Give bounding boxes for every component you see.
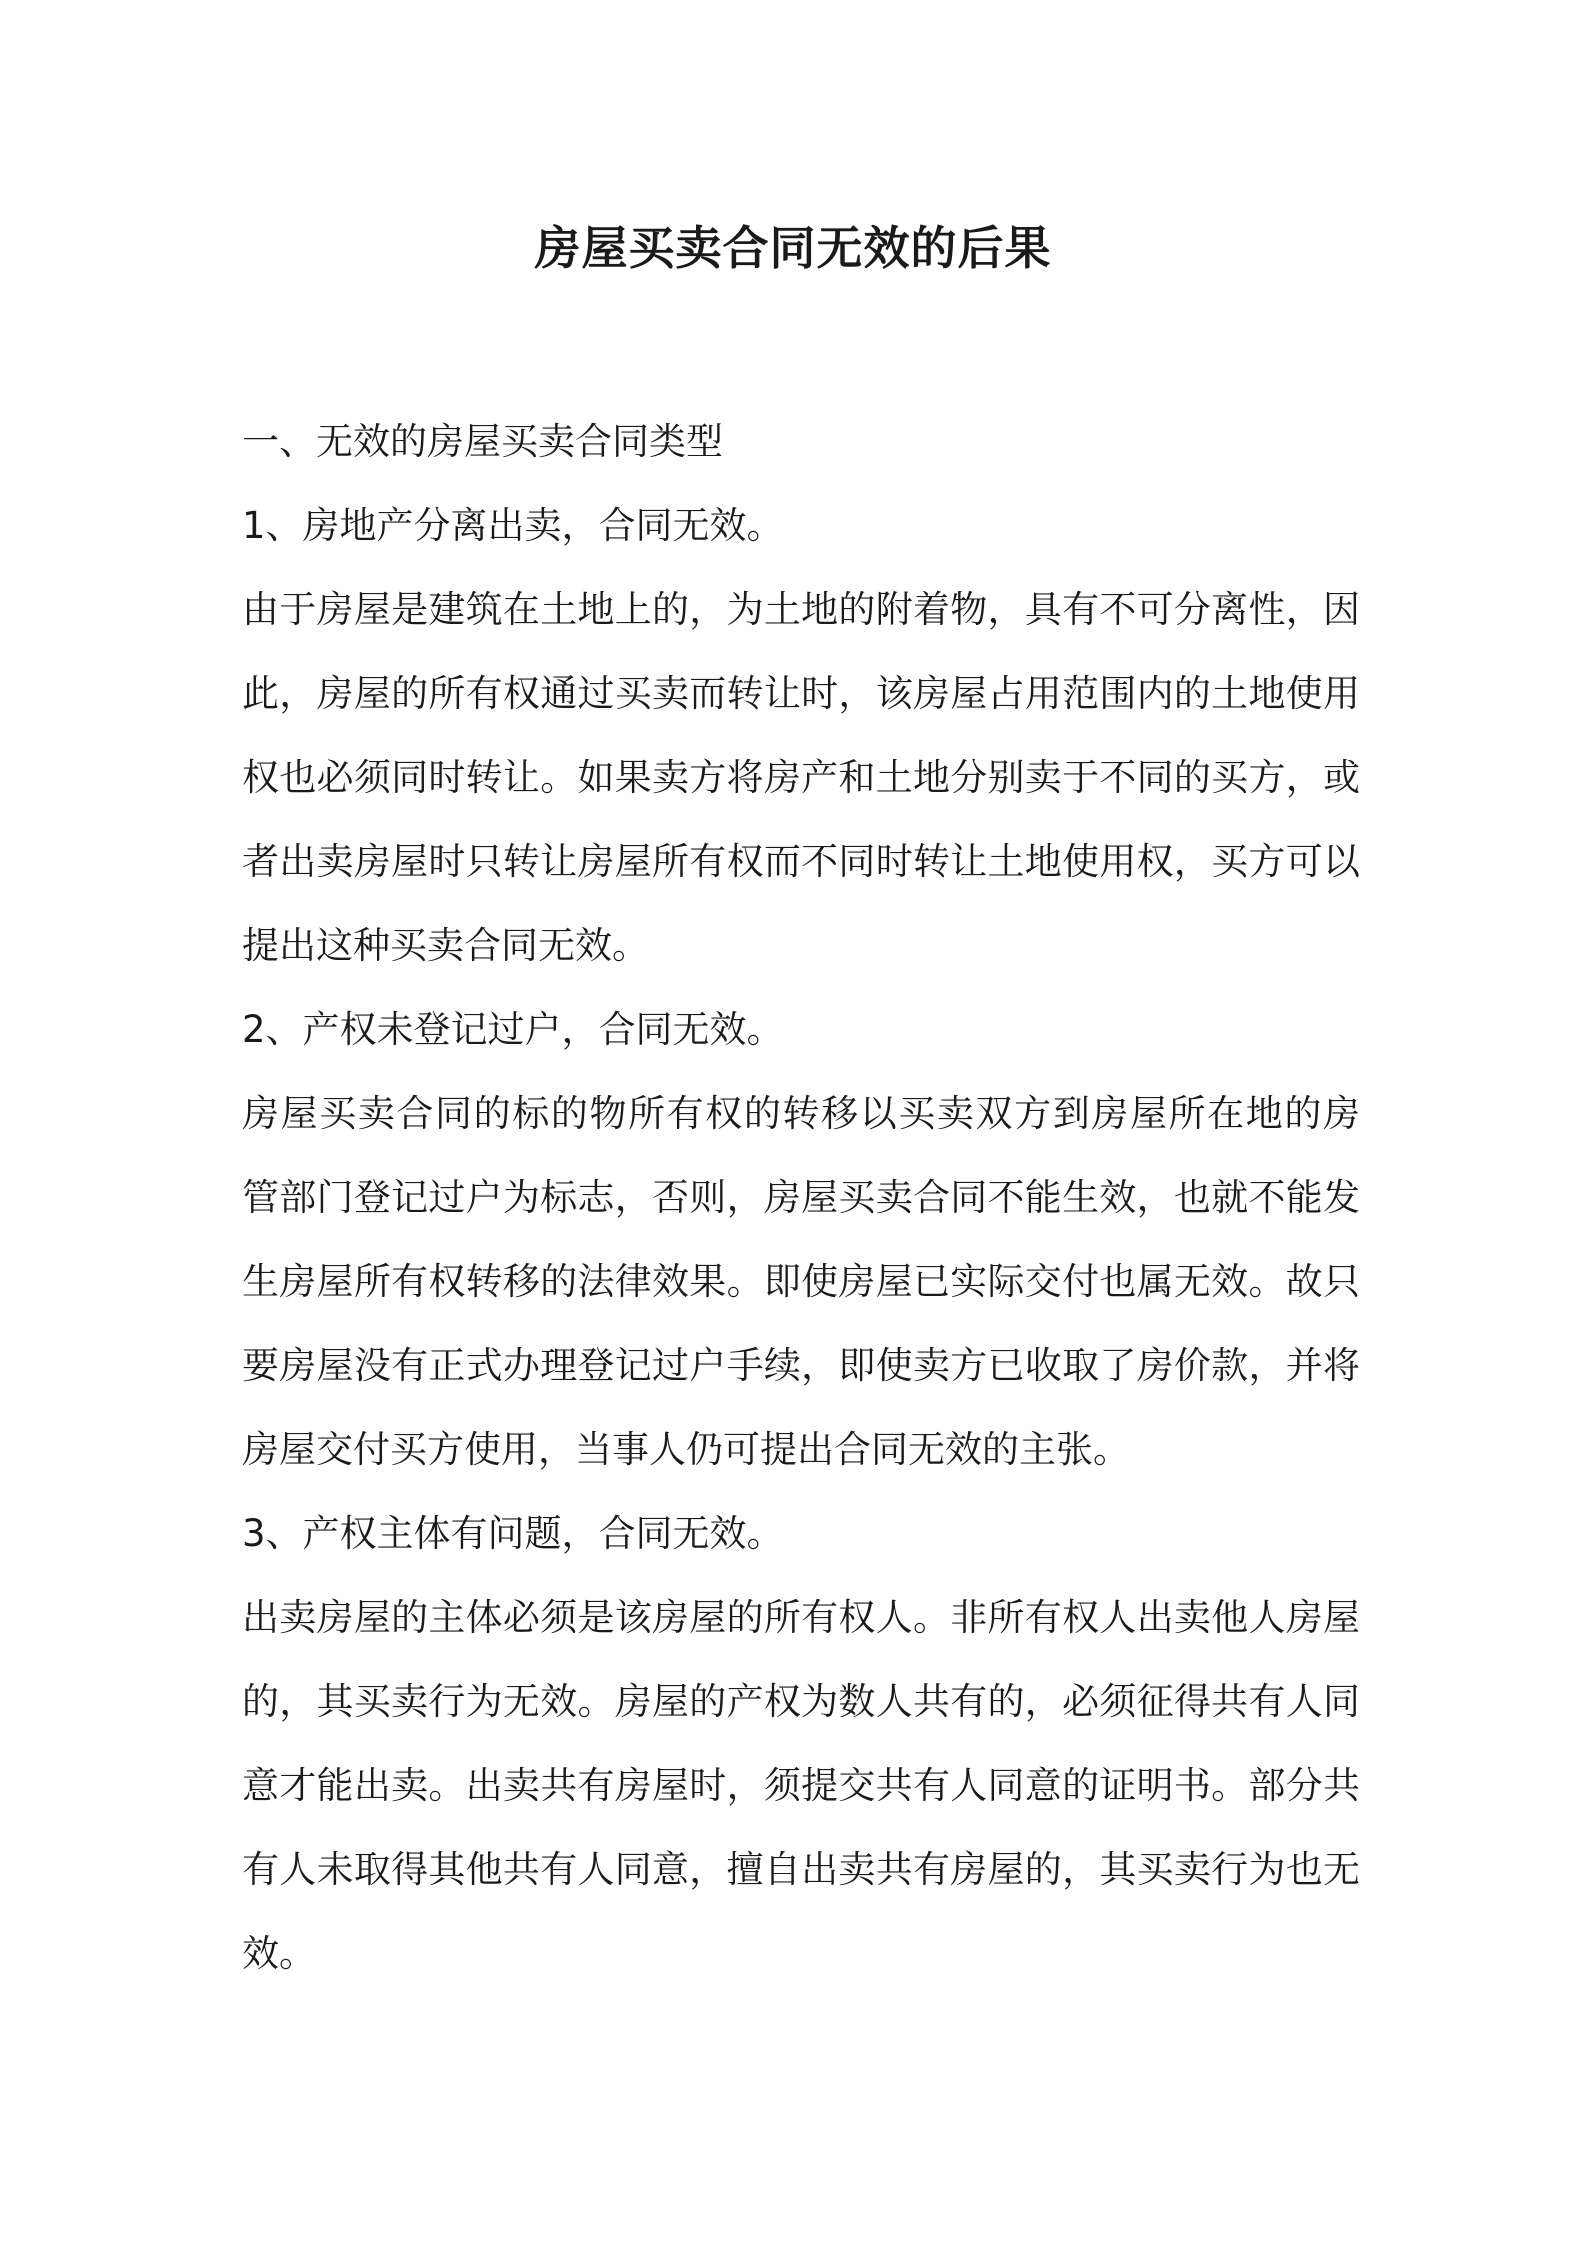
paragraph-line: 由于房屋是建筑在土地上的，为土地的附着物，具有不可分离性，因	[242, 588, 1360, 631]
paragraph-line: 此，房屋的所有权通过买卖而转让时，该房屋占用范围内的土地使用	[242, 672, 1360, 715]
section-heading: 一、无效的房屋买卖合同类型	[242, 420, 723, 463]
item-heading-3: 3、产权主体有问题，合同无效。	[242, 1512, 784, 1555]
paragraph-line: 者出卖房屋时只转让房屋所有权而不同时转让土地使用权，买方可以	[242, 840, 1360, 883]
paragraph-line: 要房屋没有正式办理登记过户手续，即使卖方已收取了房价款，并将	[242, 1344, 1360, 1387]
paragraph-line: 的，其买卖行为无效。房屋的产权为数人共有的，必须征得共有人同	[242, 1680, 1360, 1723]
paragraph-line: 意才能出卖。出卖共有房屋时，须提交共有人同意的证明书。部分共	[242, 1764, 1360, 1807]
document-title: 房屋买卖合同无效的后果	[534, 221, 1052, 275]
paragraph-line: 效。	[242, 1932, 316, 1975]
paragraph-line: 权也必须同时转让。如果卖方将房产和土地分别卖于不同的买方，或	[242, 756, 1360, 799]
document-body	[242, 400, 1360, 1996]
paragraph-line: 房屋买卖合同的标的物所有权的转移以买卖双方到房屋所在地的房	[242, 1092, 1360, 1135]
item-heading-2: 2、产权未登记过户，合同无效。	[242, 1008, 784, 1051]
paragraph-line: 有人未取得其他共有人同意，擅自出卖共有房屋的，其买卖行为也无	[242, 1848, 1360, 1891]
paragraph-line: 房屋交付买方使用，当事人仍可提出合同无效的主张。	[242, 1428, 1130, 1471]
paragraph-line: 提出这种买卖合同无效。	[242, 924, 649, 967]
paragraph-line: 管部门登记过户为标志，否则，房屋买卖合同不能生效，也就不能发	[242, 1176, 1360, 1219]
item-heading-1: 1、房地产分离出卖，合同无效。	[242, 504, 784, 547]
paragraph-line: 生房屋所有权转移的法律效果。即使房屋已实际交付也属无效。故只	[242, 1260, 1360, 1303]
paragraph-line: 出卖房屋的主体必须是该房屋的所有权人。非所有权人出卖他人房屋	[242, 1596, 1360, 1639]
